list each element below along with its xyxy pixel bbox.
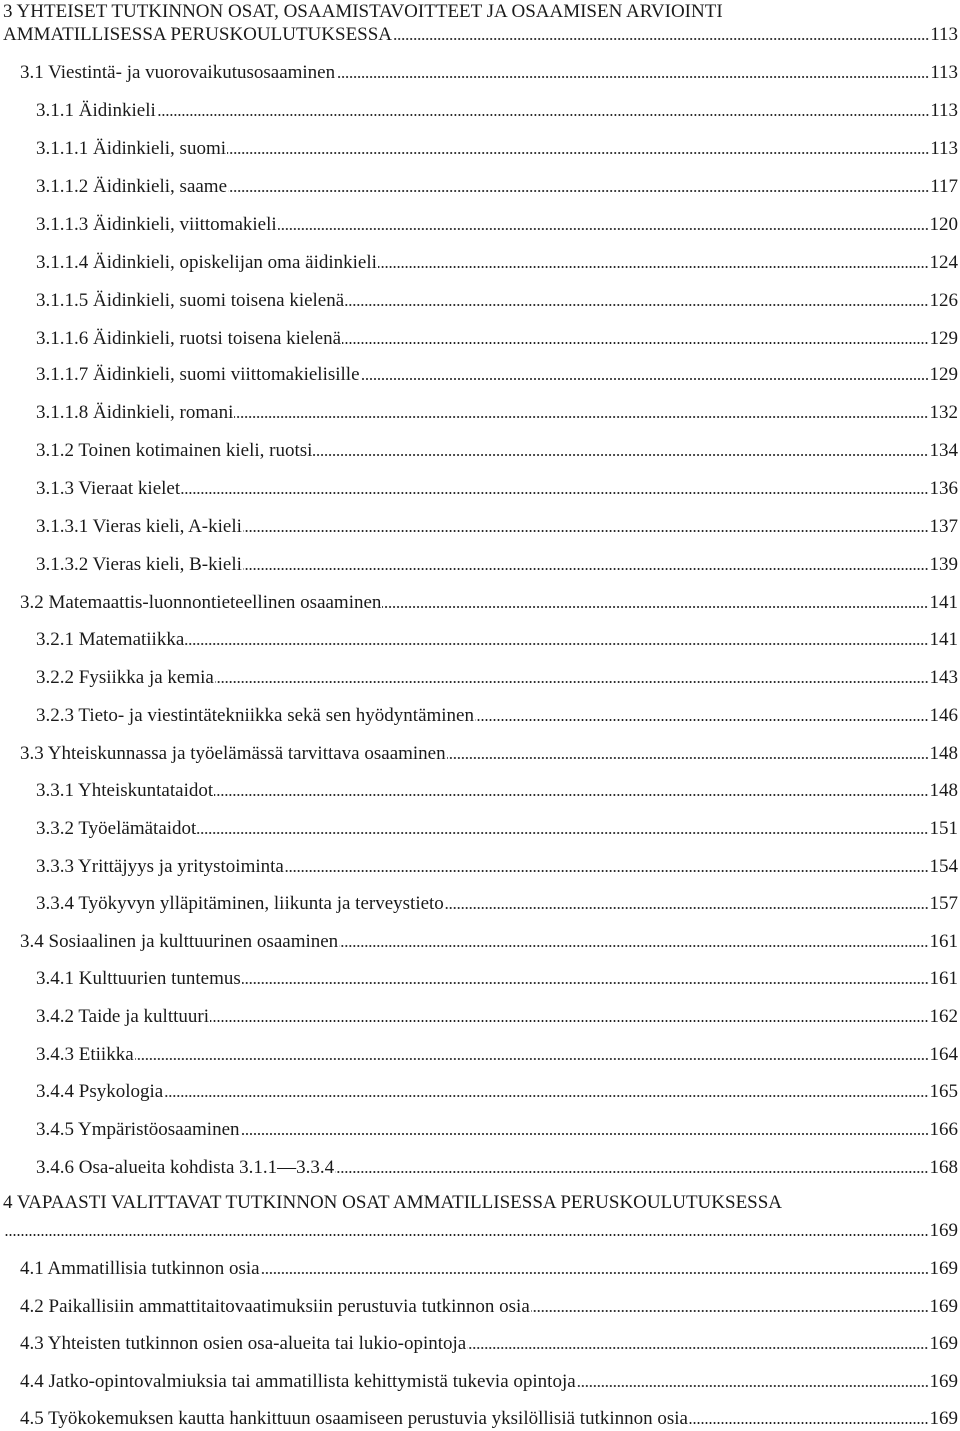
toc-entry[interactable] — [36, 665, 958, 689]
dot-leader — [242, 981, 929, 985]
page-number: 113 — [930, 100, 958, 121]
page-number: 137 — [929, 516, 958, 537]
page-number: 129 — [929, 364, 958, 385]
dot-leader — [164, 1094, 928, 1098]
dot-leader — [336, 75, 929, 79]
chapter-4-heading-line-1: 4 VAPAASTI VALITTAVAT TUTKINNON OSAT AMMATILLISESSA PERUSKOULUTUKSESSA — [3, 1192, 783, 1213]
entry-title: 3.3.2 Työelämätaidot — [36, 818, 197, 839]
toc-entry[interactable] — [36, 552, 958, 576]
entry-title: 3.4.4 Psykologia — [36, 1081, 164, 1102]
chapter-4-entry[interactable] — [3, 1218, 958, 1242]
entry-title: 3.3.4 Työkyvyn ylläpitäminen, liikunta ja terveystieto — [36, 893, 444, 914]
dot-leader — [197, 831, 928, 835]
toc-entry[interactable] — [36, 816, 958, 840]
dot-leader — [339, 944, 928, 948]
page-number: 143 — [929, 667, 958, 688]
page-number: 136 — [929, 478, 958, 499]
dot-leader — [342, 341, 928, 345]
dot-leader — [210, 1019, 929, 1023]
page-number: 169 — [929, 1220, 958, 1241]
page-number: 169 — [929, 1258, 958, 1279]
toc-entry[interactable] — [36, 778, 958, 802]
toc-entry[interactable] — [20, 1406, 958, 1430]
page-number: 151 — [929, 818, 958, 839]
toc-entry[interactable] — [36, 136, 958, 160]
toc-entry[interactable] — [36, 1117, 958, 1141]
dot-leader — [241, 1132, 929, 1136]
toc-entry[interactable] — [20, 741, 958, 765]
entry-title: 4.5 Työkokemuksen kautta hankittuun osaamiseen perustuvia yksilöllisiä tutkinnon osia — [20, 1408, 688, 1429]
page-number: 129 — [929, 328, 958, 349]
entry-title: 3.1.1.2 Äidinkieli, saame — [36, 176, 228, 197]
dot-leader — [689, 1421, 929, 1425]
page-number: 148 — [929, 743, 958, 764]
dot-leader — [335, 1170, 928, 1174]
toc-entry[interactable] — [36, 362, 958, 386]
entry-title: 3.1.3.2 Vieras kieli, B-kieli — [36, 554, 242, 575]
chapter-3-heading-line-1: 3 YHTEISET TUTKINNON OSAT, OSAAMISTAVOITTEET JA OSAAMISEN ARVIOINTI — [3, 1, 723, 22]
entry-title: 4.2 Paikallisiin ammattitaitovaatimuksiin perustuvia tutkinnon osia — [20, 1296, 530, 1317]
entry-title: 3.1.3.1 Vieras kieli, A-kieli — [36, 516, 242, 537]
entry-title: 3.4.3 Etiikka — [36, 1044, 134, 1065]
dot-leader — [135, 1057, 929, 1061]
toc-entry[interactable] — [20, 1256, 958, 1280]
dot-leader — [447, 756, 929, 760]
entry-title: 3.1.1.3 Äidinkieli, viittomakieli — [36, 214, 277, 235]
page-number: 169 — [929, 1333, 958, 1354]
page-number: 169 — [929, 1408, 958, 1429]
entry-title: 3.1.1.6 Äidinkieli, ruotsi toisena kielenä — [36, 328, 342, 349]
entry-title: 4.4 Jatko-opintovalmiuksia tai ammatillista kehittymistä tukevia opintoja — [20, 1371, 576, 1392]
dot-leader — [285, 869, 929, 873]
dot-leader — [261, 1271, 929, 1275]
entry-title: 3.1 Viestintä- ja vuorovaikutusosaaminen — [20, 62, 336, 83]
toc-entry[interactable] — [36, 891, 958, 915]
page-number: 141 — [929, 629, 958, 650]
page-number: 120 — [929, 214, 958, 235]
entry-title: 3.2.3 Tieto- ja viestintätekniikka sekä sen hyödyntäminen — [36, 705, 474, 726]
dot-leader — [345, 303, 928, 307]
toc-entry[interactable] — [20, 1331, 958, 1355]
page-number: 161 — [929, 931, 958, 952]
toc-entry[interactable] — [20, 929, 958, 953]
toc-entry[interactable] — [36, 966, 958, 990]
dot-leader — [215, 680, 929, 684]
page-number: 124 — [929, 252, 958, 273]
page-number: 166 — [929, 1119, 958, 1140]
page-number: 164 — [929, 1044, 958, 1065]
toc-entry[interactable] — [20, 1294, 958, 1318]
dot-leader — [378, 265, 929, 269]
dot-leader — [4, 1233, 929, 1237]
toc-entry[interactable] — [36, 627, 958, 651]
dot-leader — [531, 1309, 929, 1313]
page-number: 139 — [929, 554, 958, 575]
toc-entry[interactable] — [36, 326, 958, 350]
toc-entry[interactable] — [20, 590, 958, 614]
toc-entry[interactable] — [20, 1369, 958, 1393]
entry-title: 3.1.1.4 Äidinkieli, opiskelijan oma äidinkieli — [36, 252, 377, 273]
toc-entry[interactable] — [36, 476, 958, 500]
page-number: 161 — [929, 968, 958, 989]
page-number: 113 — [930, 62, 958, 83]
entry-title: 3.2 Matemaattis-luonnontieteellinen osaaminen — [20, 592, 382, 613]
dot-leader — [475, 718, 929, 722]
page-number: 169 — [929, 1296, 958, 1317]
toc-entry[interactable] — [36, 703, 958, 727]
page-number: 126 — [929, 290, 958, 311]
dot-leader — [313, 453, 928, 457]
page-number: 132 — [929, 402, 958, 423]
toc-entry[interactable] — [36, 1042, 958, 1066]
entry-title: 4.3 Yhteisten tutkinnon osien osa-alueita tai lukio-opintoja — [20, 1333, 467, 1354]
toc-entry[interactable] — [36, 288, 958, 312]
entry-title: 3.2.2 Fysiikka ja kemia — [36, 667, 214, 688]
entry-title: 3.4.2 Taide ja kulttuuri — [36, 1006, 209, 1027]
page-number: 148 — [929, 780, 958, 801]
page-number: 162 — [929, 1006, 958, 1027]
dot-leader — [361, 377, 929, 381]
toc-entry[interactable] — [20, 60, 958, 84]
dot-leader — [577, 1384, 929, 1388]
page-number: 154 — [929, 856, 958, 877]
toc-entry[interactable] — [36, 98, 958, 122]
page-number: 165 — [929, 1081, 958, 1102]
page-number: 113 — [930, 24, 958, 45]
entry-title: 3.2.1 Matematiikka — [36, 629, 185, 650]
toc-entry[interactable] — [36, 1004, 958, 1028]
page-number: 146 — [929, 705, 958, 726]
dot-leader — [228, 189, 929, 193]
entry-title: 3.1.1.8 Äidinkieli, romani — [36, 402, 234, 423]
chapter-3-entry[interactable] — [3, 22, 958, 46]
toc-entry[interactable] — [36, 174, 958, 198]
entry-title: 3.1.1.1 Äidinkieli, suomi — [36, 138, 226, 159]
entry-title: 3.4.1 Kulttuurien tuntemus — [36, 968, 241, 989]
dot-leader — [214, 793, 928, 797]
page-number: 169 — [929, 1371, 958, 1392]
page-number: 117 — [930, 176, 958, 197]
dot-leader — [393, 37, 929, 41]
entry-title: 3.1.1.7 Äidinkieli, suomi viittomakielisille — [36, 364, 360, 385]
entry-title: 3.4.6 Osa-alueita kohdista 3.1.1—3.3.4 — [36, 1157, 335, 1178]
toc-entry[interactable] — [36, 514, 958, 538]
dot-leader — [243, 529, 929, 533]
page-number: 141 — [929, 592, 958, 613]
page-number: 168 — [929, 1157, 958, 1178]
dot-leader — [243, 567, 929, 571]
entry-title: 3.3.1 Yhteiskuntataidot — [36, 780, 214, 801]
entry-title: 3.4.5 Ympäristöosaaminen — [36, 1119, 240, 1140]
toc-entry[interactable] — [36, 854, 958, 878]
page-number: 134 — [929, 440, 958, 461]
toc-entry[interactable] — [36, 1079, 958, 1103]
dot-leader — [157, 113, 929, 117]
toc-entry[interactable] — [36, 438, 958, 462]
entry-title: 3.1.1.5 Äidinkieli, suomi toisena kielenä — [36, 290, 345, 311]
dot-leader — [234, 415, 928, 419]
entry-title: 3.1.2 Toinen kotimainen kieli, ruotsi — [36, 440, 313, 461]
toc-entry[interactable] — [36, 250, 958, 274]
chapter-3-heading-line-2: AMMATILLISESSA PERUSKOULUTUKSESSA — [3, 24, 393, 45]
dot-leader — [185, 642, 928, 646]
entry-title: 3.3 Yhteiskunnassa ja työelämässä tarvittava osaaminen — [20, 743, 446, 764]
entry-title: 3.3.3 Yrittäjyys ja yritystoiminta — [36, 856, 284, 877]
dot-leader — [445, 906, 929, 910]
page-number: 157 — [929, 893, 958, 914]
entry-title: 4.1 Ammatillisia tutkinnon osia — [20, 1258, 260, 1279]
dot-leader — [382, 605, 928, 609]
page-number: 113 — [930, 138, 958, 159]
dot-leader — [181, 491, 928, 495]
toc-entry[interactable] — [36, 400, 958, 424]
entry-title: 3.1.1 Äidinkieli — [36, 100, 156, 121]
dot-leader — [227, 151, 929, 155]
entry-title: 3.4 Sosiaalinen ja kulttuurinen osaaminen — [20, 931, 339, 952]
toc-entry[interactable] — [36, 212, 958, 236]
dot-leader — [467, 1346, 928, 1350]
dot-leader — [278, 227, 929, 231]
entry-title: 3.1.3 Vieraat kielet — [36, 478, 181, 499]
toc-entry[interactable] — [36, 1155, 958, 1179]
